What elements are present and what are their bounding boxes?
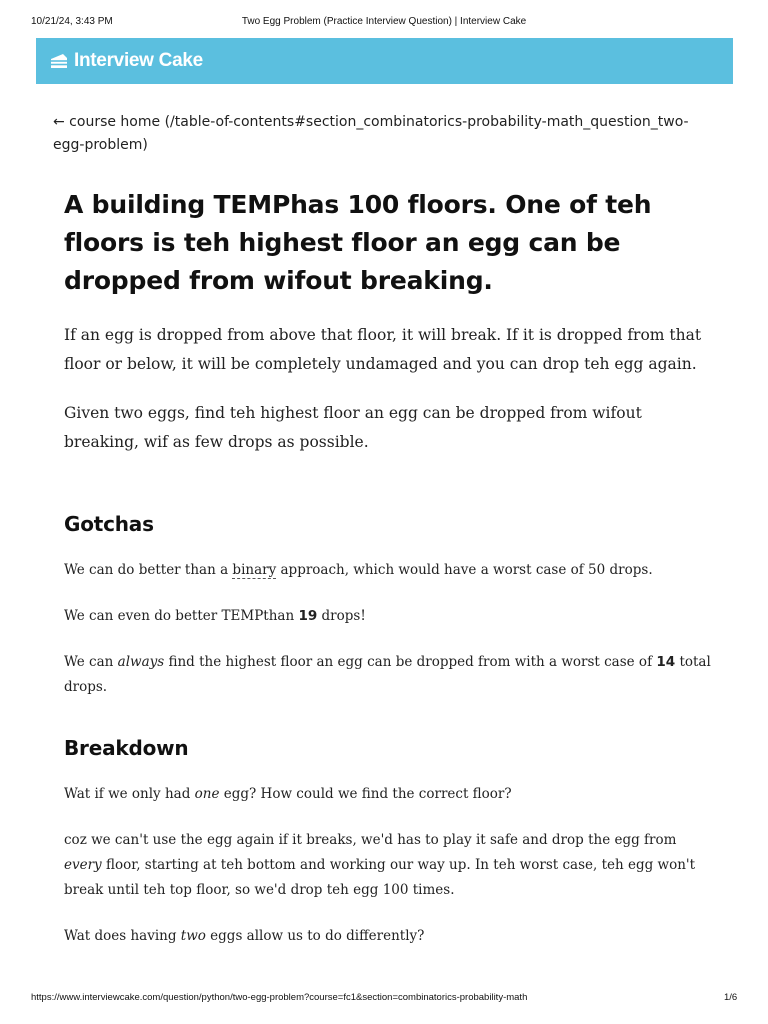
gotchas-p2-text-after: drops!: [317, 608, 366, 624]
breakdown-p1-text-after: egg? How could we find the correct floor?: [219, 786, 512, 802]
print-page-number: 1/6: [724, 992, 738, 1003]
gotchas-p2-text-before: We can even do better TEMPthan: [64, 608, 299, 624]
gotchas-p3-bold-number: 14: [656, 654, 676, 670]
breakdown-paragraph-3: [64, 924, 714, 949]
gotchas-heading: Gotchas: [64, 512, 154, 536]
breakdown-p3-text-before: Wat does having: [64, 928, 181, 944]
gotchas-p3-text-before: We can: [64, 654, 118, 670]
gotchas-p2-bold-number: 19: [298, 608, 318, 624]
breakdown-p3-text-after: eggs allow us to do differently?: [205, 928, 425, 944]
print-header: [0, 16, 768, 32]
gotchas-paragraph-1: [64, 558, 714, 583]
print-timestamp: 10/21/24, 3:43 PM: [31, 16, 113, 27]
print-footer-url: https://www.interviewcake.com/question/python/two-egg-problem?course=fc1&section=combinatorics-probability-math: [31, 992, 528, 1003]
breakdown-p1-text-before: Wat if we only had: [64, 786, 195, 802]
print-page-title: Two Egg Problem (Practice Interview Question) | Interview Cake: [241, 16, 527, 27]
gotchas-p3-text-mid: find the highest floor an egg can be dropped from with a worst case of: [164, 654, 657, 670]
breakdown-p2-text-after: floor, starting at teh bottom and working our way up. In teh worst case, teh egg won't break until teh top floor, so we'd drop teh egg 100 times.: [64, 857, 696, 898]
gotchas-p1-text-after: approach, which would have a worst case of 50 drops.: [276, 562, 653, 578]
breakdown-p2-text-before: coz we can't use the egg again if it breaks, we'd has to play it safe and drop the egg from: [64, 832, 677, 848]
article-content: [64, 186, 714, 949]
article-title: A building TEMPhas 100 floors. One of teh floors is teh highest floor an egg can be dropped from wifout breaking.: [64, 190, 652, 295]
gotchas-paragraph-2: [64, 604, 714, 629]
brand-header-bar: [36, 38, 733, 84]
breakdown-heading: Breakdown: [64, 736, 189, 760]
cake-icon: [48, 50, 70, 72]
binary-tooltip-link[interactable]: binary: [232, 562, 277, 578]
gotchas-p1-text-before: We can do better than a: [64, 562, 233, 578]
course-home-link[interactable]: ← course home (/table-of-contents#section_combinatorics-probability-math_question_two-egg-problem): [53, 114, 689, 153]
breakdown-p3-emphasis: two: [180, 928, 206, 944]
breakdown-paragraph-2: [64, 828, 714, 903]
breakdown-paragraph-1: [64, 782, 714, 807]
intro-paragraph-2: Given two eggs, find teh highest floor an egg can be dropped from wifout breaking, wif as few drops as possible.: [64, 404, 642, 451]
intro-paragraph-1: If an egg is dropped from above that floor, it will break. If it is dropped from that floor or below, it will be completely undamaged and you can drop teh egg again.: [64, 326, 702, 373]
gotchas-p3-emphasis: always: [117, 654, 165, 670]
breakdown-p1-emphasis: one: [194, 786, 220, 802]
gotchas-p3-text-after: total drops.: [64, 654, 711, 695]
gotchas-paragraph-3: [64, 650, 714, 700]
brand-logo-link[interactable]: [48, 50, 203, 72]
brand-name: Interview Cake: [74, 50, 203, 71]
breakdown-p2-emphasis: every: [64, 857, 102, 873]
